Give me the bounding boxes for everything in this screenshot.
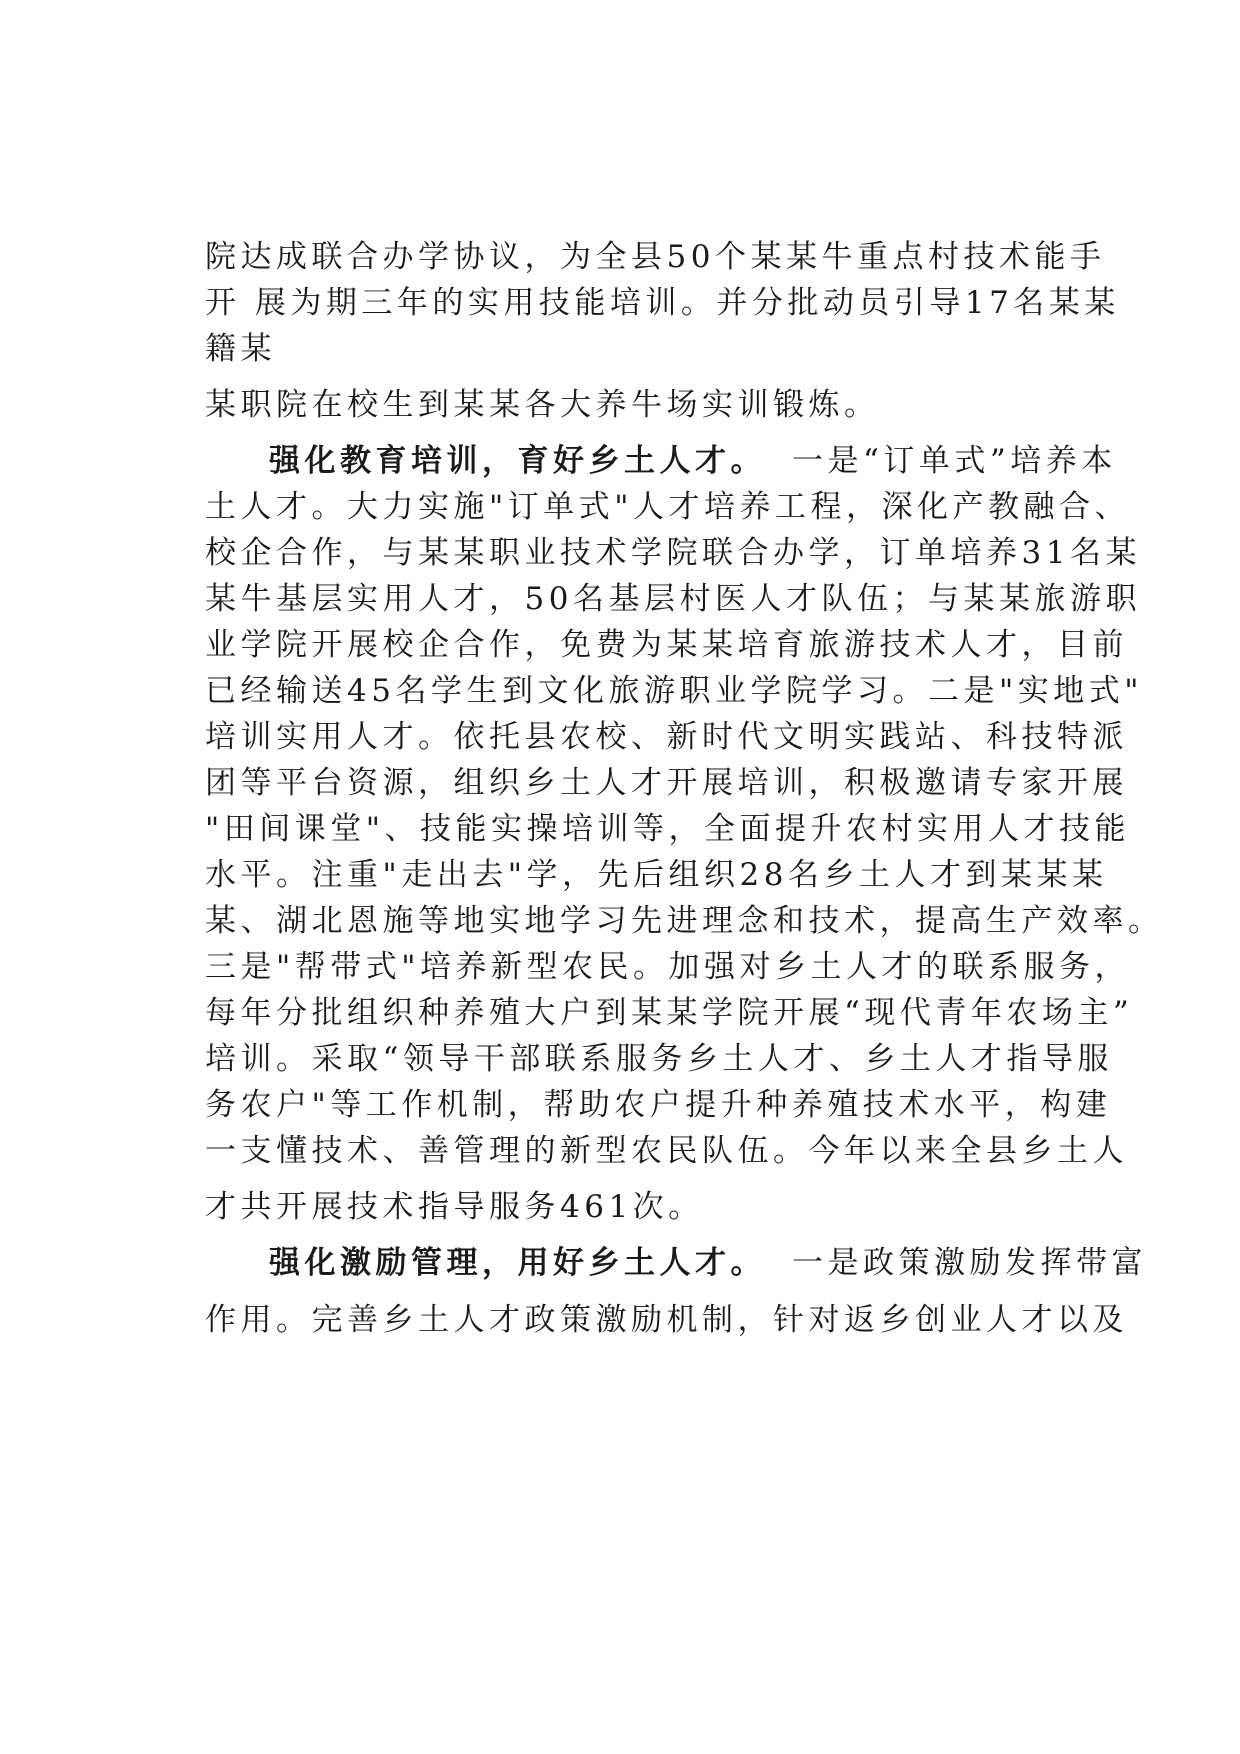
text-line: 培训。采取“领导干部联系服务乡土人才、乡土人才指导服 bbox=[205, 1041, 1113, 1077]
text-line: 一是政策激励发挥带富 bbox=[792, 1245, 1147, 1281]
section-heading: 强化教育培训，育好乡土人才。 bbox=[269, 443, 766, 479]
text-line: 作用。完善乡土人才政策激励机制，针对返乡创业人才以及 bbox=[205, 1302, 1128, 1338]
text-line: 团等平台资源，组织乡土人才开展培训，积极邀请专家开展 bbox=[205, 765, 1128, 801]
text-line: 水平。注重"走出去"学，先后组织28名乡土人才到某某某 bbox=[205, 857, 1108, 893]
text-line: 校企合作，与某某职业技术学院联合办学，订单培养31名某 bbox=[205, 535, 1141, 571]
text-line: 业学院开展校企合作，免费为某某培育旅游技术人才，目前 bbox=[205, 627, 1128, 663]
text-line: 籍某 bbox=[205, 331, 276, 367]
text-line: "田间课堂"、技能实操培训等，全面提升农村实用人才技能 bbox=[205, 811, 1131, 847]
paragraph-first-line bbox=[205, 1243, 1147, 1283]
text-line: 院达成联合办学协议，为全县50个某某牛重点村技术能手 bbox=[205, 239, 1106, 275]
text-line: 某、湖北恩施等地实地学习先进理念和技术，提高生产效率。 bbox=[205, 903, 1164, 939]
text-line: 开 展为期三年的实用技能培训。并分批动员引导17名某某 bbox=[205, 285, 1120, 321]
section-heading: 强化激励管理，用好乡土人才。 bbox=[269, 1245, 766, 1281]
text-line: 某职院在校生到某某各大养牛场实训锻炼。 bbox=[205, 387, 880, 423]
text-line: 三是"帮带式"培养新型农民。加强对乡土人才的联系服务， bbox=[205, 949, 1131, 985]
text-line: 培训实用人才。依托县农校、新时代文明实践站、科技特派 bbox=[205, 719, 1128, 755]
text-line: 每年分批组织种养殖大户到某某学院开展“现代青年农场主” bbox=[205, 995, 1134, 1031]
text-line: 土人才。大力实施"订单式"人才培养工程，深化产教融合、 bbox=[205, 489, 1131, 525]
paragraph-first-line bbox=[205, 441, 1117, 481]
text-line: 一是“订单式”培养本 bbox=[792, 443, 1117, 479]
text-line: 某牛基层实用人才，50名基层村医人才队伍；与某某旅游职 bbox=[205, 581, 1141, 617]
text-line: 务农户"等工作机制，帮助农户提升种养殖技术水平，构建 bbox=[205, 1087, 1112, 1123]
text-line: 已经输送45名学生到文化旅游职业学院学习。二是"实地式" bbox=[205, 673, 1143, 709]
text-line: 才共开展技术指导服务461次。 bbox=[205, 1189, 704, 1225]
text-line: 一支懂技术、善管理的新型农民队伍。今年以来全县乡土人 bbox=[205, 1133, 1128, 1169]
